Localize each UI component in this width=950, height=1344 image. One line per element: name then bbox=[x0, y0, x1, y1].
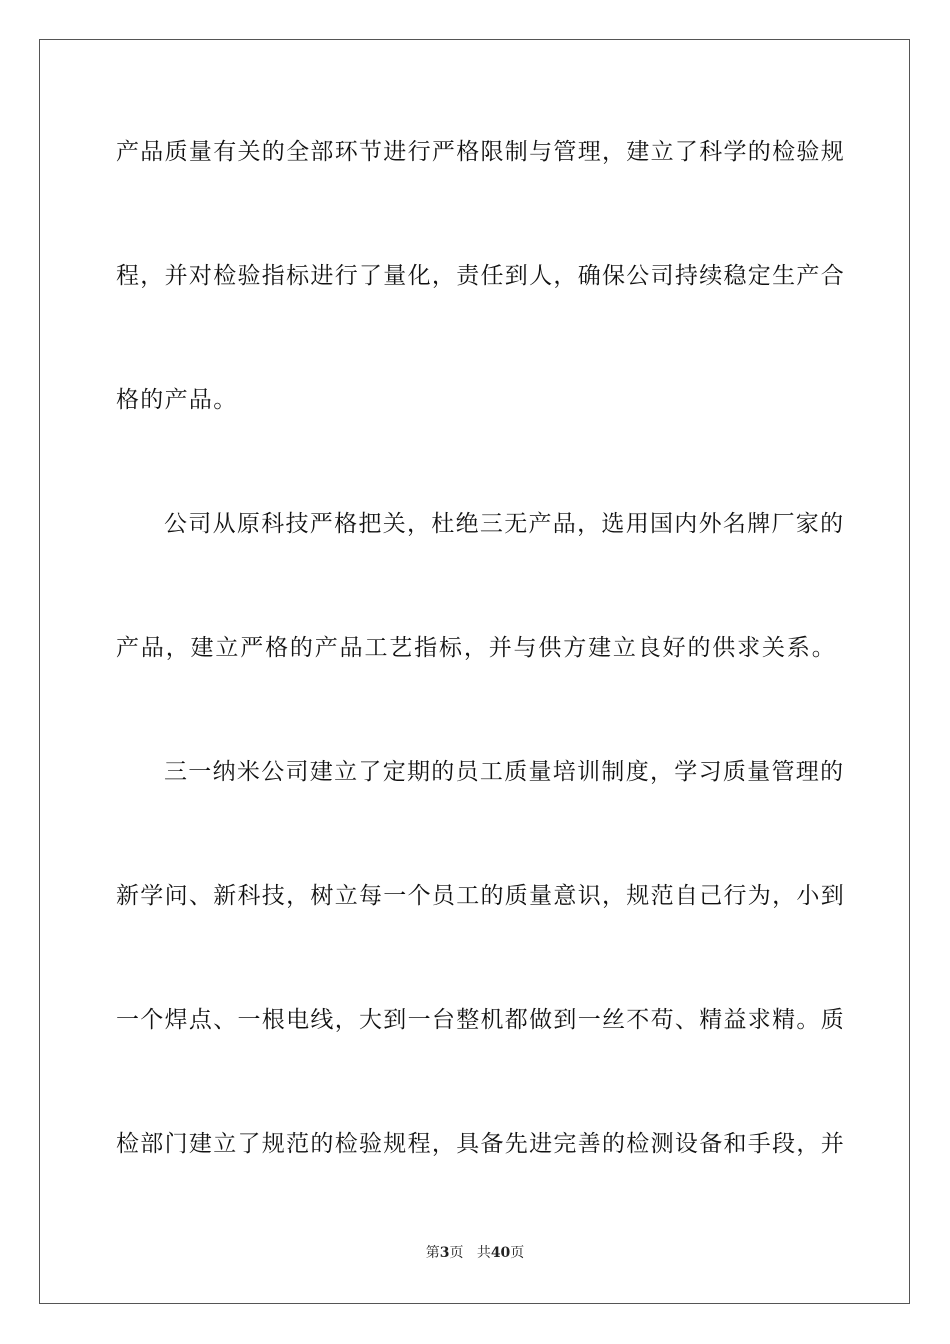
page-prefix: 第 bbox=[425, 1245, 440, 1261]
current-page-number: 3 bbox=[439, 1245, 450, 1261]
text-line-1: 产品质量有关的全部环节进行严格限制与管理，建立了科学的检验规 bbox=[116, 139, 845, 165]
page-suffix: 页 bbox=[449, 1245, 464, 1261]
text-line-8: 一个焊点、一根电线，大到一台整机都做到一丝不苟、精益求精。质 bbox=[116, 1007, 845, 1033]
text-line-4: 公司从原科技严格把关，杜绝三无产品，选用国内外名牌厂家的 bbox=[164, 511, 845, 537]
text-line-6: 三一纳米公司建立了定期的员工质量培训制度，学习质量管理的 bbox=[164, 759, 845, 785]
page-frame bbox=[39, 39, 910, 1304]
total-suffix: 页 bbox=[510, 1245, 525, 1261]
total-prefix: 共 bbox=[476, 1245, 491, 1261]
text-line-5: 产品，建立严格的产品工艺指标，并与供方建立良好的供求关系。 bbox=[116, 635, 836, 661]
page-footer bbox=[0, 1244, 950, 1262]
text-line-3: 格的产品。 bbox=[116, 387, 238, 413]
text-line-9: 检部门建立了规范的检验规程，具备先进完善的检测设备和手段，并 bbox=[116, 1131, 845, 1157]
text-line-7: 新学问、新科技，树立每一个员工的质量意识，规范自己行为，小到 bbox=[116, 883, 845, 909]
text-line-2: 程，并对检验指标进行了量化，责任到人，确保公司持续稳定生产合 bbox=[116, 263, 845, 289]
total-pages-number: 40 bbox=[490, 1245, 511, 1261]
